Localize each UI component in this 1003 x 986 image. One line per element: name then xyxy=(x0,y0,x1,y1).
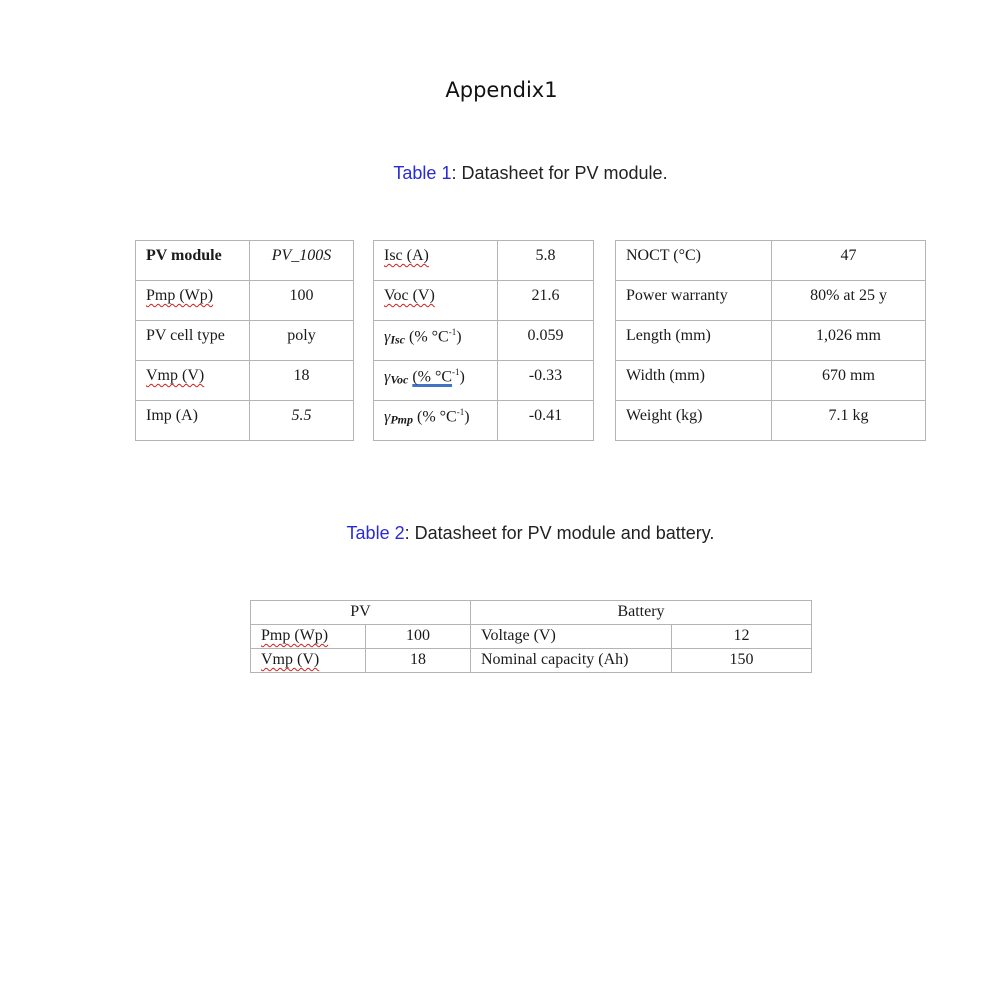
voc-label: Voc (V) xyxy=(384,287,435,304)
table-cell-value: poly xyxy=(250,321,354,361)
table-cell-value: 100 xyxy=(366,625,471,649)
unit-text: (% °C xyxy=(408,328,449,346)
table-cell-value: 12 xyxy=(672,625,812,649)
table1-caption-text: : Datasheet for PV module. xyxy=(451,163,668,183)
table-row xyxy=(136,401,354,441)
table-cell-label: Voltage (V) xyxy=(471,625,672,649)
table-row xyxy=(136,281,354,321)
table-cell-value: -0.33 xyxy=(498,361,594,401)
gamma-subscript: Pmp xyxy=(390,412,413,427)
page-heading: Appendix1 xyxy=(445,78,558,102)
table-cell-value: 100 xyxy=(250,281,354,321)
unit-text: (% °C xyxy=(416,408,457,426)
table-cell-label: Weight (kg) xyxy=(616,401,772,441)
table-row xyxy=(251,625,812,649)
table-cell-value: 47 xyxy=(772,241,926,281)
table-cell-label: PV cell type xyxy=(136,321,250,361)
table-row xyxy=(374,401,594,441)
table-cell-value: 21.6 xyxy=(498,281,594,321)
table-row xyxy=(374,321,594,361)
unit-exponent: -1 xyxy=(448,327,457,337)
table-cell-label xyxy=(374,321,498,361)
unit-exponent: -1 xyxy=(456,407,465,417)
table-cell-label xyxy=(374,401,498,441)
table1-middle-block xyxy=(373,240,594,441)
table-cell-value: 150 xyxy=(672,649,812,673)
isc-label: Isc (A) xyxy=(384,247,429,264)
table-cell-label xyxy=(251,649,366,673)
table-row xyxy=(616,321,926,361)
table-cell-label xyxy=(374,281,498,321)
table-cell-value: -0.41 xyxy=(498,401,594,441)
table-cell-value: 18 xyxy=(366,649,471,673)
table-header-row xyxy=(251,601,812,625)
table1-caption xyxy=(0,163,1003,184)
table-cell-label: Length (mm) xyxy=(616,321,772,361)
table-cell-value: 5.8 xyxy=(498,241,594,281)
table-row xyxy=(374,281,594,321)
table-cell-value: 670 mm xyxy=(772,361,926,401)
gamma-subscript: Voc xyxy=(390,372,409,387)
table-row xyxy=(616,281,926,321)
table-row xyxy=(374,241,594,281)
table2-caption-text: : Datasheet for PV module and battery. xyxy=(404,523,715,543)
table-cell-value: PV_100S xyxy=(250,241,354,281)
vmp-label: Vmp (V) xyxy=(146,367,205,384)
table-row xyxy=(616,361,926,401)
table-cell-value: 18 xyxy=(250,361,354,401)
table-cell-label xyxy=(374,241,498,281)
unit-close: ) xyxy=(456,328,462,346)
table-row xyxy=(136,361,354,401)
gamma-symbol: γ xyxy=(384,328,391,346)
gamma-subscript: Isc xyxy=(390,332,405,347)
pmp-label: Pmp (Wp) xyxy=(261,627,329,644)
table-row xyxy=(136,241,354,281)
table-cell-value: 0.059 xyxy=(498,321,594,361)
table-cell-value: 7.1 kg xyxy=(772,401,926,441)
vmp-label: Vmp (V) xyxy=(261,651,320,668)
unit-close: ) xyxy=(464,408,470,426)
table-row xyxy=(616,241,926,281)
table-cell-label: Nominal capacity (Ah) xyxy=(471,649,672,673)
table-cell-label: Power warranty xyxy=(616,281,772,321)
table1-caption-ref[interactable]: Table 1 xyxy=(393,163,452,183)
gamma-symbol: γ xyxy=(384,408,391,426)
table-cell-label xyxy=(136,361,250,401)
unit-close: ) xyxy=(459,368,465,386)
header-battery: Battery xyxy=(471,601,812,625)
table2-caption xyxy=(0,523,1003,544)
unit-exponent: -1 xyxy=(452,367,460,377)
table-cell-label xyxy=(251,625,366,649)
table-cell-label: Width (mm) xyxy=(616,361,772,401)
table-row xyxy=(251,649,812,673)
table-row xyxy=(374,361,594,401)
table1-right-block xyxy=(615,240,926,441)
table-cell-label xyxy=(616,241,772,281)
table-cell-label xyxy=(374,361,498,401)
table-cell-value: 5.5 xyxy=(250,401,354,441)
noct-label: NOCT (°C) xyxy=(626,247,701,264)
table-cell-value: 1,026 mm xyxy=(772,321,926,361)
table-row xyxy=(616,401,926,441)
table1-left-block xyxy=(135,240,354,441)
unit-text: (% °C xyxy=(412,368,453,386)
table-cell-label xyxy=(136,281,250,321)
table-cell-label: Imp (A) xyxy=(136,401,250,441)
table-cell-label: PV module xyxy=(136,241,250,281)
table2 xyxy=(250,600,812,673)
table-cell-value: 80% at 25 y xyxy=(772,281,926,321)
gamma-symbol: γ xyxy=(384,368,391,386)
pmp-label: Pmp (Wp) xyxy=(146,287,214,304)
table2-caption-ref[interactable]: Table 2 xyxy=(346,523,405,543)
table-row xyxy=(136,321,354,361)
header-pv: PV xyxy=(251,601,471,625)
